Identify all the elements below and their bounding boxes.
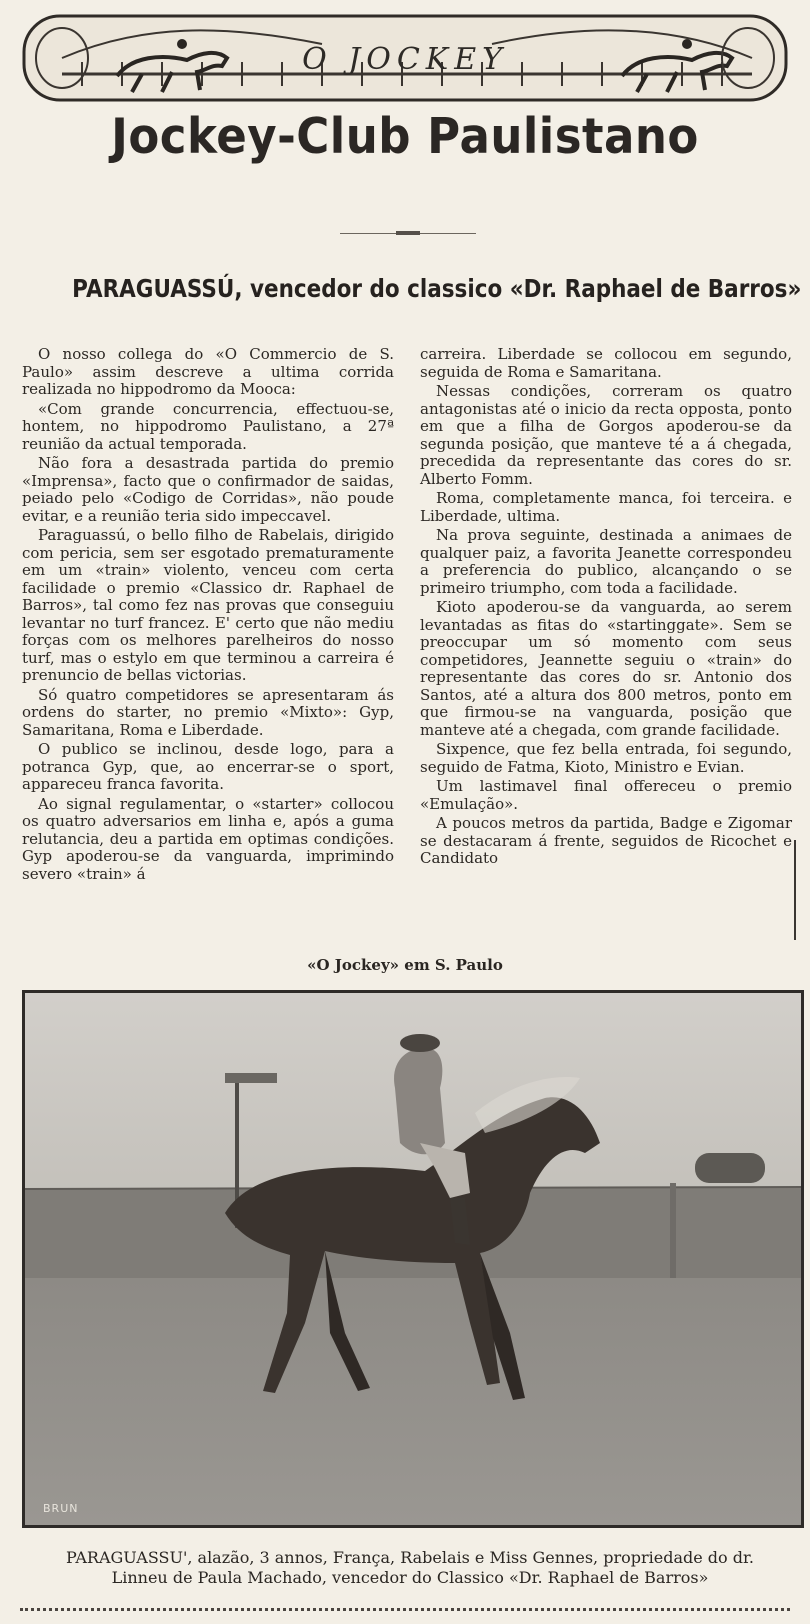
caption-line: Linneu de Paula Machado, vencedor do Classico «Dr. Raphael de Barros» [111,1568,709,1587]
paragraph: A poucos metros da partida, Badge e Zigomar se destacaram á frente, seguidos de Ricochet e Candidato [420,814,792,867]
paragraph: Paraguassú, o bello filho de Rabelais, dirigido com pericia, sem ser esgotado prematuramente em um «train» violento, venceu com certa facilidade o premio «Classico dr. Raphael de Barros», tal como fez nas provas que conseguiu levantar no turf francez. E' certo que não mediu forças com os melhores parelheiros do nosso turf, mas o estylo em que terminou a carreira é prenuncio de bellas victorias. [22,526,394,684]
paragraph: «Com grande concurrencia, effectuou-se, hontem, no hippodromo Paulistano, a 27ª reunião da actual temporada. [22,399,394,453]
margin-mark [794,840,796,940]
paragraph: Não fora a desastrada partida do premio «Imprensa», facto que o confirmador de saidas, peiado pelo «Codigo de Corridas», não poude evitar, e a reunião teria sido impeccavel. [22,454,394,525]
bottom-dotted-rule [20,1608,790,1611]
article-title: Jockey-Club Paulistano [111,108,699,165]
horse-photograph [22,990,804,1528]
photo-heading: «O Jockey» em S. Paulo [307,956,503,974]
left-column [22,346,394,885]
photo-credit: BRUN [43,1502,79,1515]
paragraph: Só quatro competidores se apresentaram ás ordens do starter, no premio «Mixto»: Gyp, Samaritana, Roma e Liberdade. [22,685,394,739]
paragraph: Um lastimavel final offereceu o premio «Emulação». [420,777,792,813]
paragraph: O nosso collega do «O Commercio de S. Paulo» assim descreve a ultima corrida realizada no hippodromo da Mooca: [22,345,394,398]
paragraph: Nessas condições, correram os quatro antagonistas até o inicio da recta opposta, ponto em que a filha de Gorgos apoderou-se da segunda posição, que manteve té a á chegada, precedida da representante das cores do sr. Alberto Fomm. [420,382,792,488]
photo-caption [30,1548,790,1588]
paragraph: O publico se inclinou, desde logo, para a potranca Gyp, que, ao encerrar-se o sport, appareceu franca favorita. [22,740,394,793]
paragraph: Kioto apoderou-se da vanguarda, ao serem levantadas as fitas do «startinggate». Sem se preoccupar um só momento com seus competidores, Jeannette seguiu o «train» do representante das cores do sr. Antonio dos Santos, até a altura dos 800 metros, ponto em que firmou-se na vanguarda, posição que manteve até a chegada, com grande facilidade. [420,598,792,739]
masthead-name: O JOCKEY [302,42,508,77]
article-subtitle: PARAGUASSÚ, vencedor do classico «Dr. Raphael de Barros» [72,274,802,303]
paragraph: Sixpence, que fez bella entrada, foi segundo, seguido de Fatma, Kioto, Ministro e Evian. [420,740,792,776]
title-divider [340,233,476,236]
paragraph: Roma, completamente manca, foi terceira. e Liberdade, ultima. [420,489,792,525]
article-body [22,346,792,946]
paragraph: carreira. Liberdade se collocou em segundo, seguida de Roma e Samaritana. [420,345,792,381]
horse-photo-image [25,993,801,1525]
paragraph: Na prova seguinte, destinada a animaes de qualquer paiz, a favorita Jeanette correspondeu a preferencia do publico, alcançando o se primeiro triumpho, com toda a facilidade. [420,526,792,597]
masthead-banner [22,14,788,102]
caption-line: PARAGUASSU', alazão, 3 annos, França, Rabelais e Miss Gennes, propriedade do dr. [66,1548,754,1567]
paragraph: Ao signal regulamentar, o «starter» collocou os quatro adversarios em linha e, após a guma relutancia, deu a partida em optimas condições. Gyp apoderou-se da vanguarda, imprimindo severo «train» á [22,794,394,883]
right-column [420,346,792,870]
